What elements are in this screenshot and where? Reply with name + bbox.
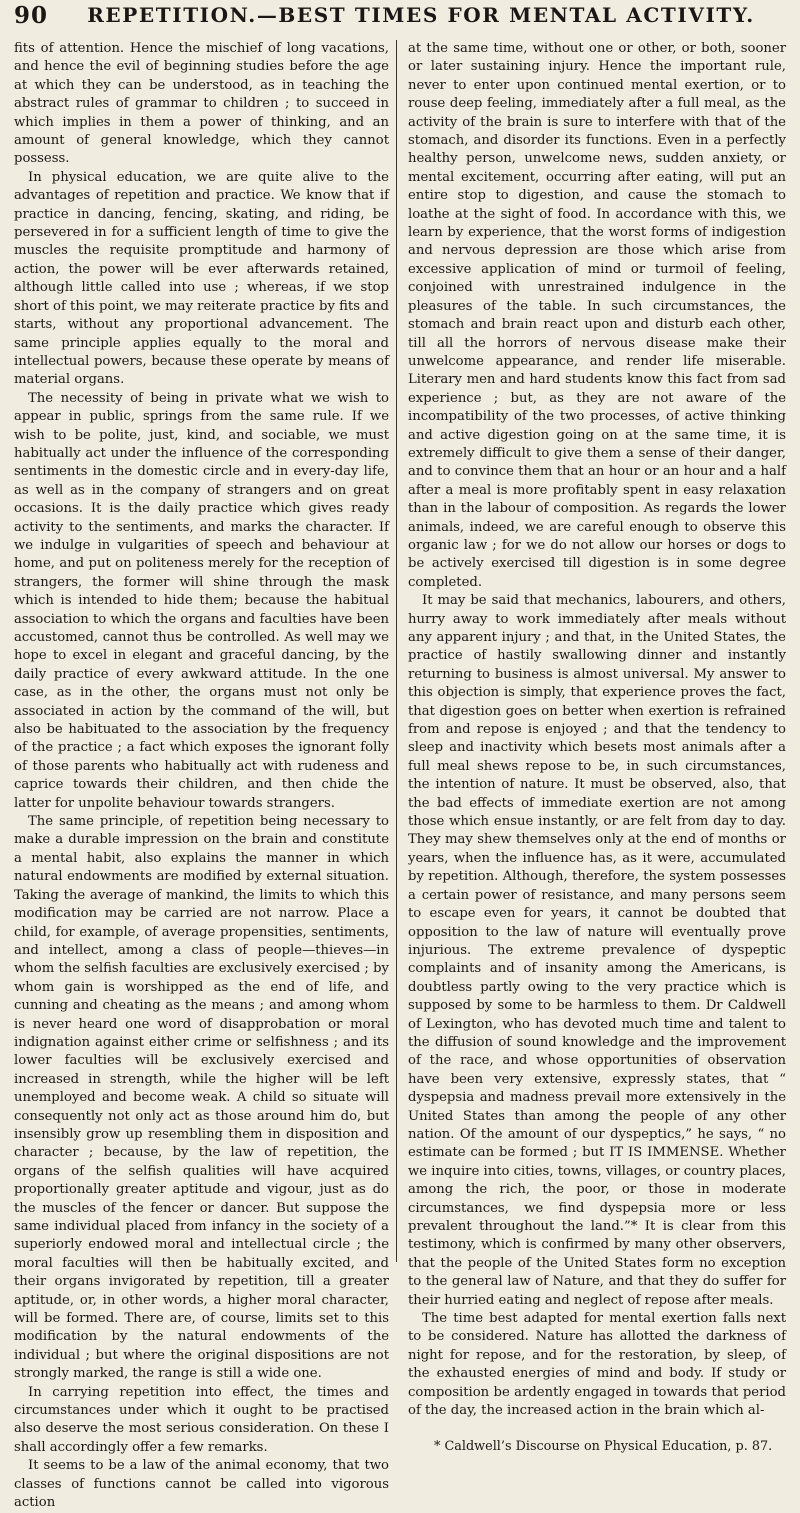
paragraph-left-1: fits of attention. Hence the mischief of long vacations, and hence the evil of beginning studies before the age at which they can be understood, as in teaching the abstract rules of grammar to children ; to succeed in which implies in them a power of thinking, and an amount of general knowledge, which they cannot possess.: [14, 41, 389, 167]
page-header: [0, 0, 800, 34]
paragraph-right-1: at the same time, without one or other, or both, sooner or later sustaining injury. Hence the important rule, never to enter upon continued mental exertion, or to rouse deep feeling, immediately after a full meal, as the activity of the brain is sure to interfere with that of the stomach, and disorder its functions. Even in a perfectly healthy person, unwelcome news, sudden anxiety, or mental excitement, occurring after eating, will put an entire stop to digestion, and cause the stomach to loathe at the sight of food. In accordance with this, we learn by experience, that the worst forms of indigestion and nervous depression are those which arise from excessive application of mind or turmoil of feeling, conjoined with unrestrained indulgence in the pleasures of the table. In such circumstances, the stomach and brain react upon and disturb each other, till all the horrors of nervous disease make their unwelcome appearance, and render life miserable. Literary men and hard students know this fact from sad experience ; but, as they are not aware of the incompatibility of the two processes, of active thinking and active digestion going on at the same time, it is extremely difficult to give them a sense of their danger, and to convince them that an hour or an hour and a half after a meal is more profitably spent in easy relaxation than in the labour of composition. As regards the lower animals, indeed, we are careful enough to observe this organic law ; for we do not allow our horses or dogs to be actively exercised till digestion is in some degree completed.: [408, 41, 786, 590]
paragraph-left-4: The same principle, of repetition being necessary to make a durable impression on the brain and constitute a mental habit, also explains the manner in which natural endowments are modified by external situation. Taking the average of mankind, the limits to which this modification may be carried are not narrow. Place a child, for example, of average propensities, sentiments, and intellect, among a class of people—thieves—in whom the selfish faculties are exclusively exercised ; by whom gain is worshipped as the end of life, and cunning and cheating as the means ; and among whom is never heard one word of disapprobation or moral indignation against either crime or selfishness ; and its lower faculties will be exclusively exercised and increased in strength, while the higher will be left unemployed and become weak. A child so situate will consequently not only act as those around him do, but insensibly grow up resembling them in disposition and character ; because, by the law of repetition, the organs of the selfish qualities will have acquired proportionally greater aptitude and vigour, just as do the muscles of the fencer or dancer. But suppose the same individual placed from infancy in the society of a superiorly endowed moral and intellectual circle ; the moral faculties will then be habitually excited, and their organs invigorated by repetition, till a greater aptitude, or, in other words, a higher moral character, will be formed. There are, of course, limits set to this modification by the natural endowments of the individual ; but where the original dispositions are not strongly marked, the range is still a wide one.: [14, 814, 389, 1382]
column-divider: [396, 40, 397, 1262]
page-number: 90: [14, 2, 49, 29]
footnote: * Caldwell’s Discourse on Physical Education, p. 87.: [434, 1439, 773, 1455]
paragraph-left-6: It seems to be a law of the animal economy, that two classes of functions cannot be called into vigorous action: [14, 1458, 389, 1511]
left-column: [14, 40, 389, 1511]
paragraph-left-3: The necessity of being in private what we wish to appear in public, springs from the same rule. If we wish to be polite, just, kind, and sociable, we must habitually act under the influence of the corresponding sentiments in the domestic circle and in every-day life, as well as in the company of strangers and on great occasions. It is the daily practice which gives ready activity to the sentiments, and marks the character. If we indulge in vulgarities of speech and behaviour at home, and put on politeness merely for the reception of strangers, the former will shine through the mask which is intended to hide them; because the habitual association to which the organs and faculties have been accustomed, cannot thus be controlled. As well may we hope to excel in elegant and graceful dancing, by the daily practice of every awkward attitude. In the one case, as in the other, the organs must not only be associated in action by the command of the will, but also be habituated to the association by the frequency of the practice ; a fact which exposes the ignorant folly of those parents who habitually act with rudeness and caprice towards their children, and then chide the latter for unpolite behaviour towards strangers.: [14, 390, 389, 811]
paragraph-left-2: In physical education, we are quite alive to the advantages of repetition and practice. We know that if practice in dancing, fencing, skating, and riding, be persevered in for a sufficient length of time to give the muscles the requisite promptitude and harmony of action, the power will be ever afterwards retained, although little called into use ; whereas, if we stop short of this point, we may reiterate practice by fits and starts, without any proportional advancement. The same principle applies equally to the moral and intellectual powers, because these operate by means of material organs.: [14, 169, 389, 388]
paragraph-left-5: In carrying repetition into effect, the times and circumstances under which it ought to be practised also deserve the most serious consideration. On these I shall accordingly offer a few remarks.: [14, 1384, 389, 1455]
running-title: REPETITION.—BEST TIMES FOR MENTAL ACTIVITY.: [87, 3, 755, 27]
paragraph-right-3: The time best adapted for mental exertion falls next to be considered. Nature has allotted the darkness of night for repose, and for the restoration, by sleep, of the exhausted energies of mind and body. If study or composition be ardently engaged in towards that period of the day, the increased action in the brain which al-: [408, 1311, 786, 1419]
right-column: [408, 40, 786, 1455]
paragraph-right-2: It may be said that mechanics, labourers, and others, hurry away to work immediately after meals without any apparent injury ; and that, in the United States, the practice of hastily swallowing dinner and instantly returning to business is almost universal. My answer to this objection is simply, that experience proves the fact, that digestion goes on better when exertion is refrained from and repose is enjoyed ; and that the tendency to sleep and inactivity which besets most animals after a full meal shews repose to be, in such circumstances, the intention of nature. It must be observed, also, that the bad effects of immediate exertion are not among those which ensue instantly, or are felt from day to day. They may shew themselves only at the end of months or years, when the influence has, as it were, accumulated by repetition. Although, therefore, the system possesses a certain power of resistance, and many persons seem to escape even for years, it cannot be doubted that opposition to the law of nature will eventually prove injurious. The extreme prevalence of dyspeptic complaints and of insanity among the Americans, is doubtless partly owing to the very practice which is supposed by some to be harmless to them. Dr Caldwell of Lexington, who has devoted much time and talent to the diffusion of sound knowledge and the improvement of the race, and whose opportunities of observation have been very extensive, expressly states, that “ dyspepsia and madness prevail more extensively in the United States than among the people of any other nation. Of the amount of our dyspeptics,” he says, “ no estimate can be formed ; but IT IS IMMENSE. Whether we inquire into cities, towns, villages, or country places, among the rich, the poor, or those in moderate circumstances, we find dyspepsia more or less prevalent throughout the land.”* It is clear from this testimony, which is confirmed by many other observers, that the people of the United States form no exception to the general law of Nature, and that they do suffer for their hurried eating and neglect of repose after meals.: [408, 593, 786, 1308]
